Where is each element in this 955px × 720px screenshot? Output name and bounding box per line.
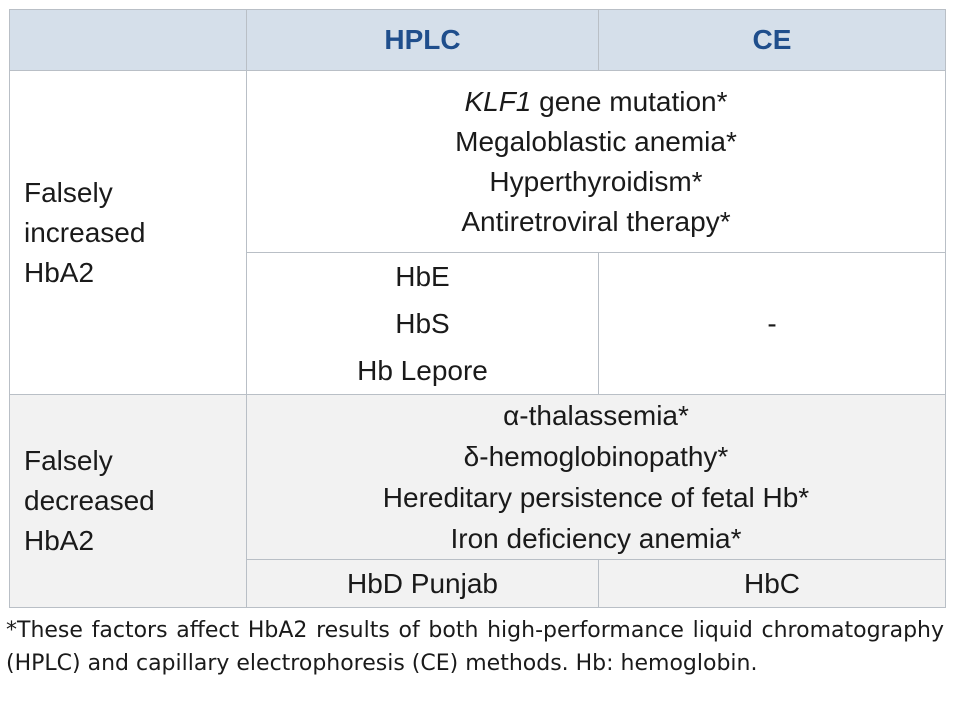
decreased-ce-cell: HbC bbox=[599, 560, 946, 608]
header-empty-cell bbox=[10, 10, 247, 71]
row-label-decreased bbox=[10, 395, 247, 608]
klf1-gene-name: KLF1 bbox=[464, 85, 532, 117]
shared-item: δ-hemoglobinopathy* bbox=[463, 441, 729, 472]
row-label-decreased-line: decreased bbox=[24, 485, 155, 516]
shared-item: Hereditary persistence of fetal Hb* bbox=[382, 482, 810, 513]
increased-ce-cell: - bbox=[599, 253, 946, 395]
shared-item: Iron deficiency anemia* bbox=[450, 523, 742, 554]
row-label-increased-line: increased bbox=[24, 216, 146, 248]
row-label-decreased-line: Falsely bbox=[24, 445, 113, 476]
row-label-increased bbox=[10, 71, 247, 395]
increased-hplc-cell bbox=[247, 253, 599, 395]
decreased-hplc-cell: HbD Punjab bbox=[247, 560, 599, 608]
klf1-rest: gene mutation* bbox=[531, 85, 728, 117]
row-increased-shared bbox=[10, 71, 946, 253]
row-label-increased-line: HbA2 bbox=[24, 256, 95, 288]
row-decreased-shared bbox=[10, 395, 946, 560]
row-label-increased-line: Falsely bbox=[24, 176, 113, 208]
header-ce: CE bbox=[599, 10, 946, 71]
header-row bbox=[10, 10, 946, 71]
hba2-interference-table bbox=[9, 9, 946, 608]
hplc-item: Hb Lepore bbox=[357, 355, 488, 386]
shared-item: Hyperthyroidism* bbox=[489, 165, 703, 197]
shared-item: Antiretroviral therapy* bbox=[461, 205, 731, 237]
hplc-item: HbE bbox=[395, 261, 450, 292]
header-hplc: HPLC bbox=[247, 10, 599, 71]
decreased-shared-cell bbox=[247, 395, 946, 560]
shared-item: α-thalassemia* bbox=[503, 400, 689, 431]
footnote: *These factors affect HbA2 results of both high-performance liquid chromatography (HPLC) and capillary electrophoresis (CE) methods. Hb: hemoglobin. bbox=[6, 618, 944, 676]
hplc-item: HbS bbox=[395, 308, 450, 339]
shared-item-klf1 bbox=[247, 82, 945, 122]
shared-item: Megaloblastic anemia* bbox=[455, 125, 737, 157]
increased-shared-cell bbox=[247, 71, 946, 253]
row-label-decreased-line: HbA2 bbox=[24, 525, 95, 556]
